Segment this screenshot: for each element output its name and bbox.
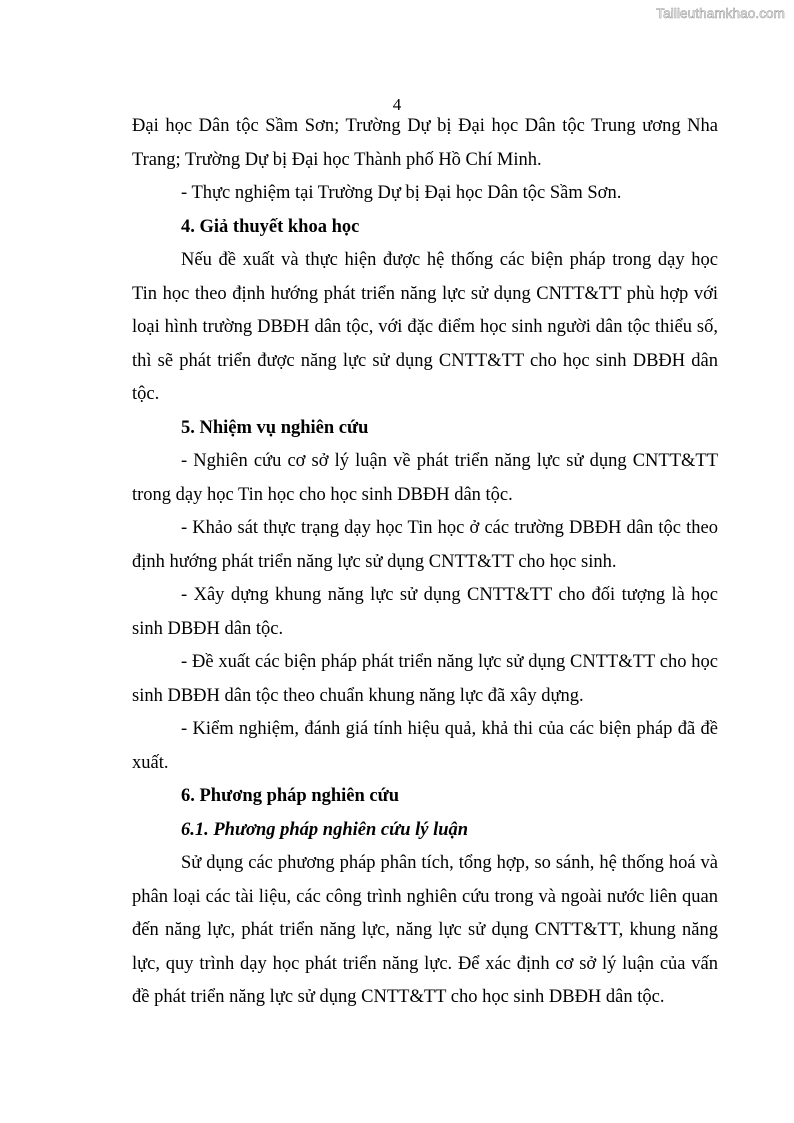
task-item-3: - Xây dựng khung năng lực sử dụng CNTT&TT cho đối tượng là học sinh DBĐH dân tộc.	[132, 585, 718, 639]
task-item-1: - Nghiên cứu cơ sở lý luận về phát triển năng lực sử dụng CNTT&TT trong dạy học Tin học cho học sinh DBĐH dân tộc.	[132, 451, 718, 505]
subsection-heading-theory-methods: 6.1. Phương pháp nghiên cứu lý luận	[181, 819, 469, 840]
task-item-5: - Kiểm nghiệm, đánh giá tính hiệu quả, khả thi của các biện pháp đã đề xuất.	[132, 719, 718, 773]
section-heading-hypothesis: 4. Giả thuyết khoa học	[181, 216, 360, 237]
section-heading-tasks: 5. Nhiệm vụ nghiên cứu	[181, 417, 369, 438]
page-number: 4	[392, 95, 402, 114]
watermark-text: Tailieuthamkhao.com	[656, 6, 785, 21]
task-item-2: - Khảo sát thực trạng dạy học Tin học ở các trường DBĐH dân tộc theo định hướng phát triển năng lực sử dụng CNTT&TT cho học sinh.	[132, 518, 718, 572]
paragraph-hypothesis: Nếu đề xuất và thực hiện được hệ thống các biện pháp trong dạy học Tin học theo định hướng phát triển năng lực sử dụng CNTT&TT phù hợp với loại hình trường DBĐH dân tộc, với đặc điểm học sinh người dân tộc thiểu số, thì sẽ phát triển được năng lực sử dụng CNTT&TT cho học sinh DBĐH dân tộc.	[132, 250, 718, 404]
paragraph-theory-methods: Sử dụng các phương pháp phân tích, tổng hợp, so sánh, hệ thống hoá và phân loại các tài liệu, các công trình nghiên cứu trong và ngoài nước liên quan đến năng lực, phát triển năng lực, năng lực sử dụng CNTT&TT, khung năng lực, quy trình dạy học phát triển năng lực. Để xác định cơ sở lý luận của vấn đề phát triển năng lực sử dụng CNTT&TT cho học sinh DBĐH dân tộc.	[132, 853, 718, 1007]
document-body	[132, 110, 718, 1015]
section-heading-methods: 6. Phương pháp nghiên cứu	[181, 786, 400, 806]
paragraph-continuation: Đại học Dân tộc Sầm Sơn; Trường Dự bị Đại học Dân tộc Trung ương Nha Trang; Trường Dự bị Đại học Thành phố Hồ Chí Minh.	[132, 116, 718, 170]
task-item-4: - Đề xuất các biện pháp phát triển năng lực sử dụng CNTT&TT cho học sinh DBĐH dân tộc theo chuẩn khung năng lực đã xây dựng.	[132, 652, 718, 706]
paragraph-experiment-location: - Thực nghiệm tại Trường Dự bị Đại học Dân tộc Sầm Sơn.	[181, 183, 622, 203]
